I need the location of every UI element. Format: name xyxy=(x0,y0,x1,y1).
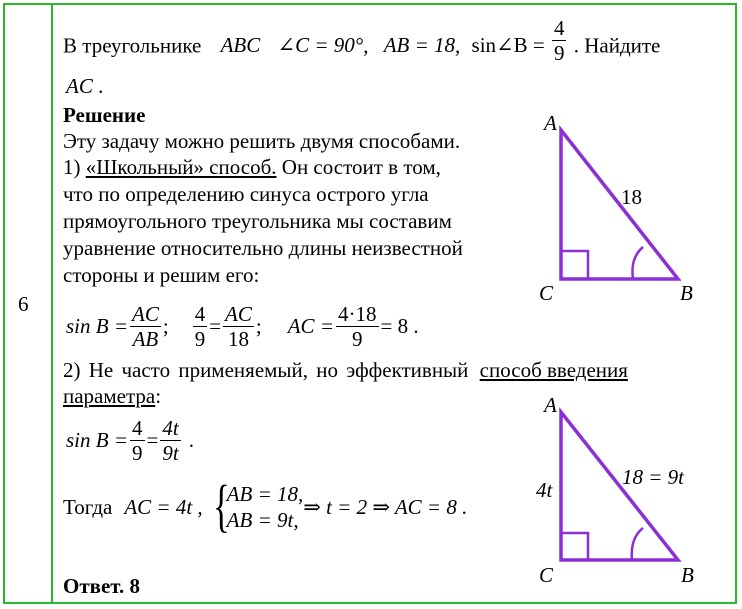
fraction-num: 4 xyxy=(553,16,565,40)
method1-line-5: стороны и решим его: xyxy=(63,263,260,287)
f3-ac: AC = 4t , xyxy=(124,495,203,519)
triangle-1-shape xyxy=(561,130,678,279)
f1-ac: AC = xyxy=(287,314,334,338)
f1-sep: ; xyxy=(162,314,169,338)
brace-icon: { xyxy=(212,473,230,538)
formula-1 xyxy=(66,298,419,354)
angle-arc xyxy=(632,528,643,560)
method1-line-2: что по определению синуса острого угла xyxy=(63,182,429,206)
formula-3 xyxy=(63,473,468,538)
period: . xyxy=(188,428,194,452)
sin-b-label: sin∠B = xyxy=(471,33,545,58)
triangle-1 xyxy=(530,112,720,307)
f1-frac-2 xyxy=(193,302,208,351)
method1-num: 1) xyxy=(63,155,81,179)
find-text: . Найдите xyxy=(573,33,661,58)
method1-line-1 xyxy=(63,155,441,179)
hypotenuse-label: 18 = 9t xyxy=(622,465,685,489)
method2-line-1 xyxy=(63,358,725,382)
method1-line-4: уравнение относительно длины неизвестной xyxy=(63,236,463,260)
fraction-num: 4 xyxy=(194,301,206,326)
fraction-den: AB xyxy=(132,326,159,351)
f2-frac-1 xyxy=(130,416,145,465)
f1-eq: = xyxy=(209,314,222,338)
fraction-den: 9t xyxy=(162,440,179,465)
right-angle-mark xyxy=(561,251,588,279)
fraction-num: 4 xyxy=(132,415,143,440)
fraction-num: 4·18 xyxy=(338,301,377,326)
fraction-den: 9 xyxy=(194,326,206,351)
f2-frac-2 xyxy=(160,416,180,465)
hypotenuse-label: 18 xyxy=(621,185,642,209)
system-row: AB = 9t, xyxy=(226,508,299,532)
f2-eq: = xyxy=(146,428,159,452)
system-row: AB = 18, xyxy=(226,482,304,506)
triangle-2 xyxy=(530,392,730,587)
f1-frac-4 xyxy=(336,302,379,351)
column-divider xyxy=(51,3,53,604)
method2-underlined-1: способ введения xyxy=(479,358,628,382)
f1-frac-3 xyxy=(223,302,254,351)
fraction-den: 9 xyxy=(132,440,143,465)
target-ac: AC xyxy=(66,74,93,98)
method1-rest: Он состоит в том, xyxy=(281,155,441,179)
f1-result: = 8 . xyxy=(380,314,419,338)
f3-togda: Тогда xyxy=(63,495,113,519)
fraction-den: 9 xyxy=(352,326,363,351)
period: . xyxy=(98,74,104,98)
f1-sinb: sin B = xyxy=(66,314,129,338)
method2-underlined-2: параметра xyxy=(63,384,156,408)
fraction-den: 18 xyxy=(227,326,249,351)
colon: : xyxy=(155,384,162,408)
vertex-b: B xyxy=(680,281,693,305)
intro-text: Эту задачу можно решить двумя способами. xyxy=(63,129,461,153)
fraction-num: AC xyxy=(225,301,252,326)
solution-heading: Решение xyxy=(63,103,146,127)
fraction-den: 9 xyxy=(553,41,565,65)
leg-label: 4t xyxy=(536,478,553,502)
f1-sep: ; xyxy=(255,314,262,338)
method1-line-3: прямоугольного треугольника мы составим xyxy=(63,209,452,233)
sin-b-fraction xyxy=(552,16,567,65)
vertex-c: C xyxy=(539,281,554,305)
method2-text: 2) Не часто применяемый, но эффективный xyxy=(63,358,469,382)
f2-sinb: sin B = xyxy=(66,428,129,452)
problem-line-2 xyxy=(66,74,103,98)
side-ab: AB = 18 xyxy=(383,33,456,58)
fraction-num: 4t xyxy=(162,415,179,440)
right-angle-mark xyxy=(561,533,588,560)
f3-system xyxy=(212,473,304,538)
vertex-a: A xyxy=(544,393,557,417)
task-number: 6 xyxy=(18,292,29,316)
f1-frac-1 xyxy=(130,302,161,351)
vertex-b: B xyxy=(681,563,694,587)
problem-line-1: В треугольнике ABC ∠C = 90°, AB = 18, sin∠B = $\frac{4}{9}$ . Найдите xyxy=(63,16,661,65)
angle-c: ∠C = 90° xyxy=(277,33,364,58)
method1-name: «Школьный» способ. xyxy=(85,155,277,179)
vertex-c: C xyxy=(539,563,554,587)
answer: Ответ. 8 xyxy=(63,574,141,598)
f3-implies: ⇒ t = 2 ⇒ AC = 8 . xyxy=(303,495,468,519)
fraction-num: AC xyxy=(132,301,159,326)
problem-text: В треугольнике xyxy=(63,33,202,58)
formula-2 xyxy=(66,412,194,468)
method2-line-2 xyxy=(63,384,161,408)
angle-arc xyxy=(632,247,643,279)
triangle-name: ABC xyxy=(220,33,261,58)
vertex-a: A xyxy=(544,112,557,135)
